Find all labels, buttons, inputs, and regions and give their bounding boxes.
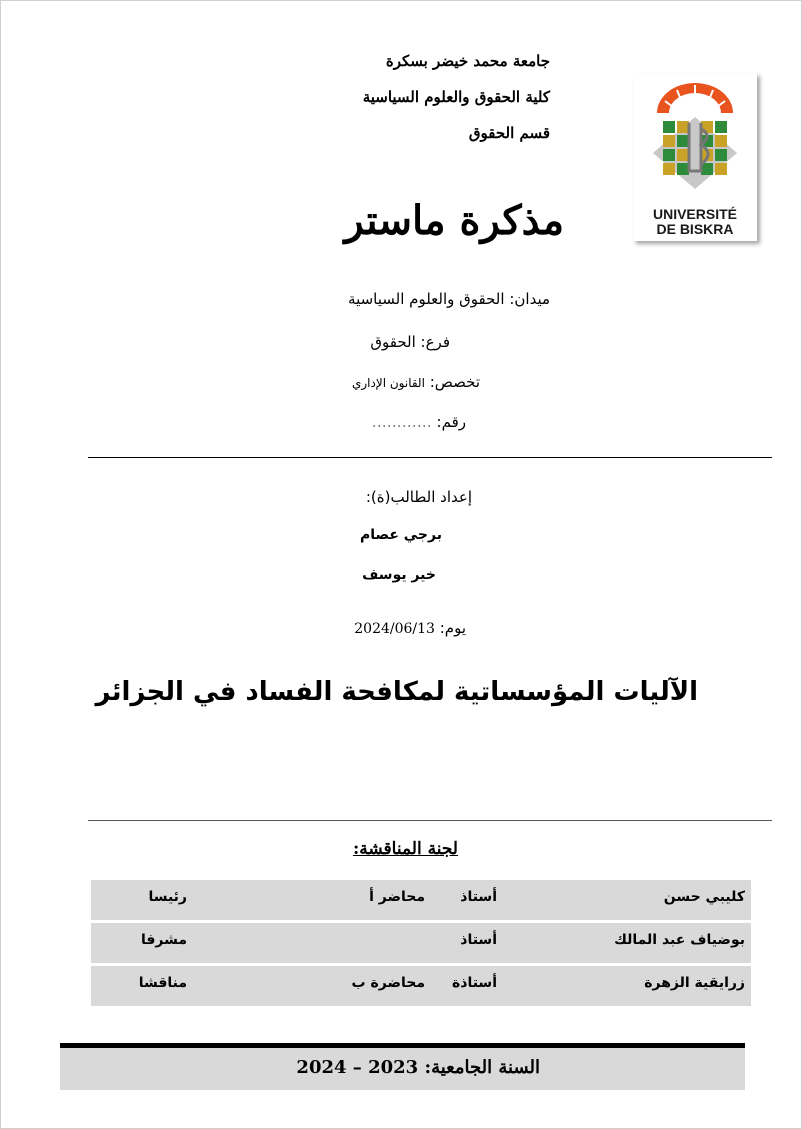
academic-year: السنة الجامعية: 2023 – 2024 bbox=[296, 1057, 540, 1078]
specialty-value: القانون الإداري bbox=[351, 376, 425, 390]
logo-text-line2: DE BISKRA bbox=[656, 221, 734, 237]
branch-label: فرع: bbox=[420, 333, 450, 351]
thesis-title: الآليات المؤسساتية لمكافحة الفساد في الجزائر bbox=[95, 677, 698, 707]
university-logo bbox=[633, 73, 757, 241]
department-name: قسم الحقوق bbox=[468, 124, 550, 142]
date-label: يوم: bbox=[439, 619, 466, 637]
branch-value: الحقوق bbox=[370, 333, 416, 351]
jury-name: بوضياف عبد المالك bbox=[614, 932, 745, 948]
number-value: ………… bbox=[371, 413, 432, 431]
faculty-name: كلية الحقوق والعلوم السياسية bbox=[362, 88, 550, 106]
students-label: إعداد الطالب(ة): bbox=[365, 488, 472, 506]
university-emblem-icon bbox=[633, 73, 757, 197]
date-line bbox=[354, 619, 466, 637]
separator-bottom bbox=[88, 820, 772, 821]
field-line bbox=[348, 290, 550, 308]
university-name: جامعة محمد خيضر بسكرة bbox=[385, 52, 550, 70]
jury-title: أستاذ bbox=[460, 932, 497, 948]
number-label: رقم: bbox=[436, 413, 466, 431]
jury-rank: محاضرة ب bbox=[351, 975, 425, 991]
student-name: خير يوسف bbox=[362, 567, 436, 583]
separator-top bbox=[88, 457, 772, 458]
number-line bbox=[372, 413, 466, 431]
branch-line bbox=[370, 333, 450, 351]
jury-role: مناقشا bbox=[138, 975, 187, 991]
jury-role: مشرفا bbox=[140, 932, 187, 948]
jury-role: رئيسا bbox=[148, 889, 187, 905]
student-name: برجي عصام bbox=[360, 527, 442, 543]
specialty-line bbox=[352, 373, 480, 391]
jury-row bbox=[91, 923, 751, 963]
jury-name: زرايقية الزهرة bbox=[644, 975, 745, 991]
jury-rank: محاضر أ bbox=[369, 889, 425, 905]
jury-title: أستاذة bbox=[452, 975, 497, 991]
memo-title: مذكرة ماستر bbox=[344, 197, 564, 244]
jury-row bbox=[91, 880, 751, 920]
jury-row bbox=[91, 966, 751, 1006]
committee-heading: لجنة المناقشة: bbox=[352, 839, 458, 859]
specialty-label: تخصص: bbox=[429, 373, 480, 391]
jury-title: أستاذ bbox=[460, 889, 497, 905]
field-value: الحقوق والعلوم السياسية bbox=[348, 290, 505, 308]
academic-year-box bbox=[60, 1048, 745, 1090]
date-value: 2024/06/13 bbox=[354, 621, 435, 637]
logo-text-line1: UNIVERSITÉ bbox=[652, 206, 737, 222]
jury-name: كليبي حسن bbox=[663, 889, 745, 905]
field-label: ميدان: bbox=[509, 290, 550, 308]
